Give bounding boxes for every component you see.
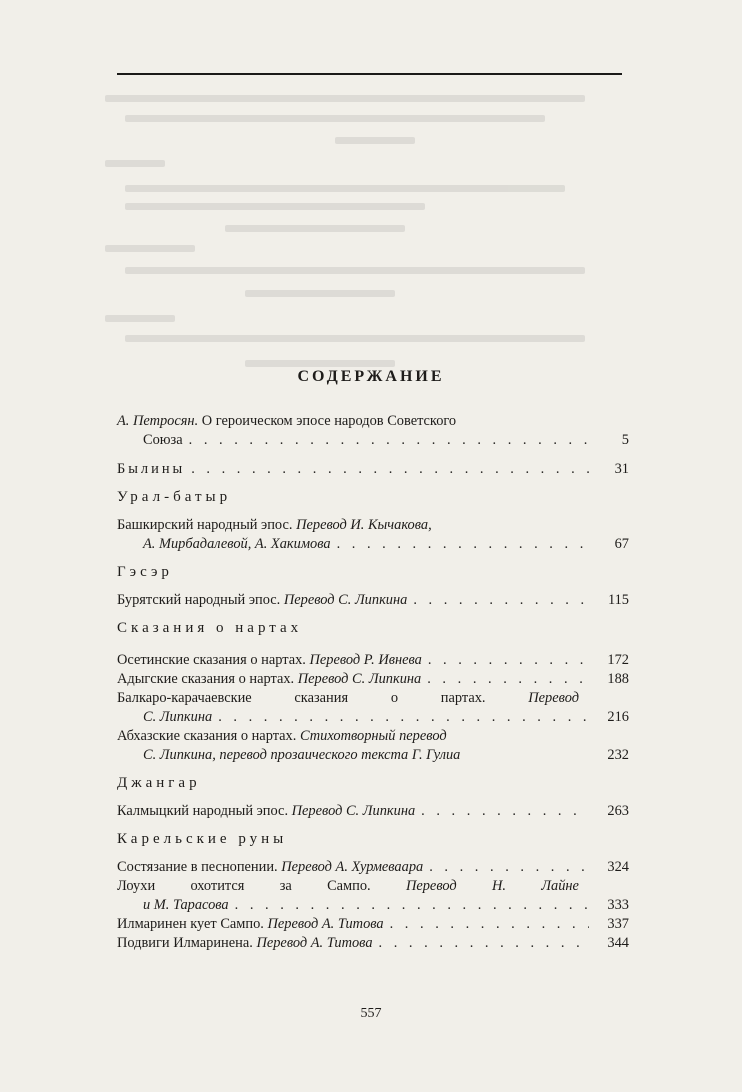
entry-word: Лайне [541,878,579,894]
entry-translator: и М. Тарасова [143,897,229,913]
entry-word: партах. [440,690,486,706]
toc-entry-ural [117,516,629,554]
section-title: Урал-батыр [117,489,232,505]
show-through-texture [105,85,635,385]
entry-word: Балкаро-карачаевские [117,690,252,706]
leader-dots [429,858,589,877]
leader-dots [421,802,589,821]
page-number: 324 [607,859,629,875]
entry-title: Бурятский народный эпос. [117,592,281,608]
entry-translator: Стихотворный перевод [299,728,447,744]
entry-translator: Перевод Р. Ивнева [309,652,422,668]
entry-word: охотится [190,878,245,894]
entry-title-cont: Союза [143,432,183,448]
entry-translator: Перевод А. Титова [256,935,373,951]
section-title: Былины [117,461,186,477]
entry-translator: Перевод С. Липкина [291,803,416,819]
toc-entry-runy-louhi [117,877,629,915]
page-folio: 557 [360,1006,382,1021]
leader-dots [337,535,589,554]
entry-author: А. Петросян. [117,413,199,429]
entry-title: Башкирский народный эпос. [117,517,293,533]
entry-translator-cont: А. Мирбадалевой, А. Хакимова [143,536,331,552]
entry-word: Перевод [405,878,457,894]
toc-entry-narty-adyghe [117,670,629,689]
top-rule [117,73,622,75]
entry-word: Перевод [528,690,579,706]
entry-title: Подвиги Илмаринена. [117,935,253,951]
leader-dots [379,934,589,953]
leader-dots [428,651,589,670]
entry-word: Сампо. [327,878,371,894]
entry-translator: Перевод С. Липкина [297,671,422,687]
entry-word: Лоухи [117,878,156,894]
entry-title: Адыгские сказания о нартах. [117,671,295,687]
leader-dots [390,915,589,934]
page-number: 337 [607,916,629,932]
section-title: Джангар [117,775,201,791]
page-number: 31 [614,461,629,477]
entry-title: Осетинские сказания о нартах. [117,652,306,668]
leader-dots [235,896,589,915]
page-number: 333 [607,897,629,913]
page-number: 172 [607,652,629,668]
entry-translator: Перевод С. Липкина [283,592,408,608]
page-number: 67 [614,536,629,552]
page-title: СОДЕРЖАНИЕ [297,368,445,385]
entry-translator: Перевод А. Хурмеваара [281,859,424,875]
entry-word: о [390,690,399,706]
leader-dots [427,670,589,689]
section-title: Гэсэр [117,564,173,580]
leader-dots [191,460,589,479]
page-number: 232 [607,747,629,763]
section-title: Карельские руны [117,831,288,847]
entry-title: О героическом эпосе народов Советского [201,413,457,429]
toc-entry-byliny [117,460,629,479]
entry-translator-cont: С. Липкина, перевод прозаического текста Г. Гулиа [143,747,461,763]
page-number: 263 [607,803,629,819]
toc-entry-intro [117,412,629,450]
entry-word: Н. [491,878,506,894]
toc-entry-runy-contest [117,858,629,877]
toc-entry-runy-deeds [117,934,629,953]
toc-entry-narty-abkhaz [117,727,629,765]
page-number: 5 [621,432,629,448]
entry-title: Калмыцкий народный эпос. [117,803,289,819]
page-number: 115 [607,592,629,608]
entry-title: Состязание в песнопении. [117,859,278,875]
toc-entry-runy-sampo [117,915,629,934]
page-number: 344 [607,935,629,951]
entry-word: за [279,878,292,894]
page-number: 188 [607,671,629,687]
entry-translator: Перевод И. Кычакова, [296,517,432,533]
toc-entry-narty-balkar [117,689,629,727]
entry-translator: С. Липкина [143,709,213,725]
toc-entry-geser [117,591,629,610]
entry-title: Илмаринен кует Сампо. [117,916,264,932]
entry-word: сказания [294,690,349,706]
toc-entry-narty-ossetian [117,651,629,670]
section-title: Сказания о нартах [117,620,303,636]
table-of-contents [117,412,629,953]
entry-translator: Перевод А. Титова [267,916,384,932]
entry-title: Абхазские сказания о нартах. [117,728,297,744]
leader-dots [413,591,589,610]
leader-dots [189,431,589,450]
page-number: 216 [607,709,629,725]
toc-entry-dzhangar [117,802,629,821]
leader-dots [218,708,589,727]
